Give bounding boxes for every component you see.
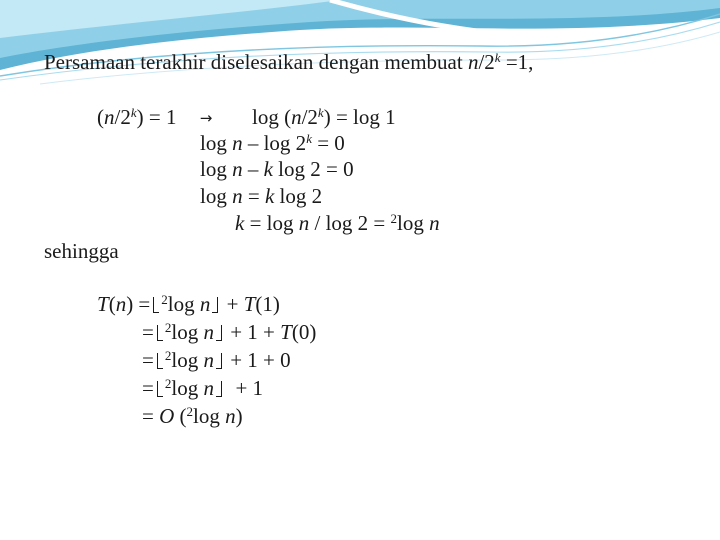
rec5-n: n <box>225 404 236 428</box>
right-arrow-icon: → <box>199 109 213 127</box>
rec3-log: log <box>171 348 204 372</box>
floor-right-bracket <box>216 353 222 369</box>
intro-line <box>44 49 534 74</box>
rec2-log: log <box>171 320 204 344</box>
row5-n: n <box>298 211 310 235</box>
rec4-sup: 2 <box>164 375 172 391</box>
floor-right-bracket <box>212 297 218 313</box>
recurrence-row-4 <box>142 375 264 400</box>
row4-k: k <box>264 184 275 208</box>
decorative-swoosh-banner <box>0 0 720 90</box>
row3-k: k <box>263 157 273 181</box>
row2-a: log <box>200 131 233 155</box>
floor-right-bracket <box>216 381 222 397</box>
intro-exp-k: k <box>494 49 501 65</box>
row4-b: = <box>242 184 265 208</box>
lhs-slash: /2 <box>114 105 131 129</box>
row1-n: n <box>291 105 302 129</box>
rec4-eq: = <box>142 376 154 400</box>
row5-c: log <box>397 211 430 235</box>
floor-left-bracket <box>157 353 163 369</box>
rec5-close: ) <box>235 404 243 428</box>
row4-n: n <box>232 184 243 208</box>
row5-a: = log <box>244 211 299 235</box>
rec1-close: ) = <box>126 292 151 316</box>
intro-tail: =1, <box>500 50 534 74</box>
connector-text: sehingga <box>44 239 119 263</box>
derivation-row-2 <box>200 130 345 155</box>
rec2-tail2: (0) <box>291 320 317 344</box>
recurrence-row-1 <box>97 291 280 316</box>
rec3-sup: 2 <box>164 347 172 363</box>
rec3-tail: + 1 + 0 <box>224 348 291 372</box>
rec2-eq: = <box>142 320 154 344</box>
row3-n: n <box>232 157 243 181</box>
row4-a: log <box>200 184 233 208</box>
row3-a: log <box>200 157 233 181</box>
rec5-sup: 2 <box>186 403 194 419</box>
row4-c: log 2 <box>274 184 323 208</box>
recurrence-row-5 <box>142 403 243 428</box>
derivation-row-5 <box>235 210 440 235</box>
rec2-tail: + 1 + <box>224 320 281 344</box>
rec1-sup: 2 <box>161 291 168 307</box>
row2-n: n <box>232 131 243 155</box>
rec5-eq: = <box>142 404 160 428</box>
row1-b: /2 <box>301 105 318 129</box>
floor-left-bracket <box>157 381 163 397</box>
rec2-sup: 2 <box>164 319 172 335</box>
rec5-O: O <box>159 404 175 428</box>
rec4-n: n <box>203 376 214 400</box>
intro-var-n: n <box>467 50 479 74</box>
derivation-row-1 <box>252 104 396 129</box>
derivation-row-3 <box>200 159 354 180</box>
recurrence-row-2 <box>142 319 317 344</box>
lhs-n: n <box>104 105 115 129</box>
rec3-eq: = <box>142 348 154 372</box>
row2-exp: k <box>306 130 312 146</box>
row3-c: log 2 = 0 <box>272 157 354 181</box>
row1-a: log ( <box>252 105 292 129</box>
rec1-open: ( <box>108 292 116 316</box>
intro-text: Persamaan terakhir diselesaikan dengan membuat <box>44 50 468 74</box>
row2-b: – log 2 <box>242 131 307 155</box>
row2-c: = 0 <box>311 131 345 155</box>
recurrence-row-3 <box>142 347 291 372</box>
rec4-log: log <box>171 376 204 400</box>
intro-expr: /2 <box>478 50 495 74</box>
rec3-n: n <box>203 348 214 372</box>
rec5-open: ( <box>174 404 187 428</box>
row5-exp: 2 <box>390 210 398 226</box>
rec1-n: n <box>115 292 127 316</box>
floor-left-bracket <box>157 325 163 341</box>
derivation-lhs <box>97 104 213 129</box>
rec1-arg: (1) <box>255 292 280 316</box>
derivation-row-4 <box>200 186 322 207</box>
lhs-open: ( <box>97 105 104 129</box>
rec1-n2: n <box>199 292 211 316</box>
rec1-log: log <box>167 292 200 316</box>
row3-b: – <box>242 157 264 181</box>
rec2-n: n <box>203 320 214 344</box>
lhs-exp: k <box>130 104 137 120</box>
row5-k: k <box>235 211 245 235</box>
floor-right-bracket <box>216 325 222 341</box>
rec1-T: T <box>97 292 109 316</box>
row5-b: / log 2 = <box>309 211 391 235</box>
rec1-plus: + <box>221 292 244 316</box>
row5-n2: n <box>429 211 440 235</box>
row1-exp: k <box>317 104 324 120</box>
lhs-rest: ) = 1 <box>136 105 177 129</box>
row1-c: ) = log 1 <box>323 105 396 129</box>
floor-left-bracket <box>153 297 159 313</box>
rec1-T2: T <box>243 292 256 316</box>
rec5-log: log <box>193 404 226 428</box>
rec2-T: T <box>280 320 292 344</box>
rec4-tail: + 1 <box>224 376 264 400</box>
